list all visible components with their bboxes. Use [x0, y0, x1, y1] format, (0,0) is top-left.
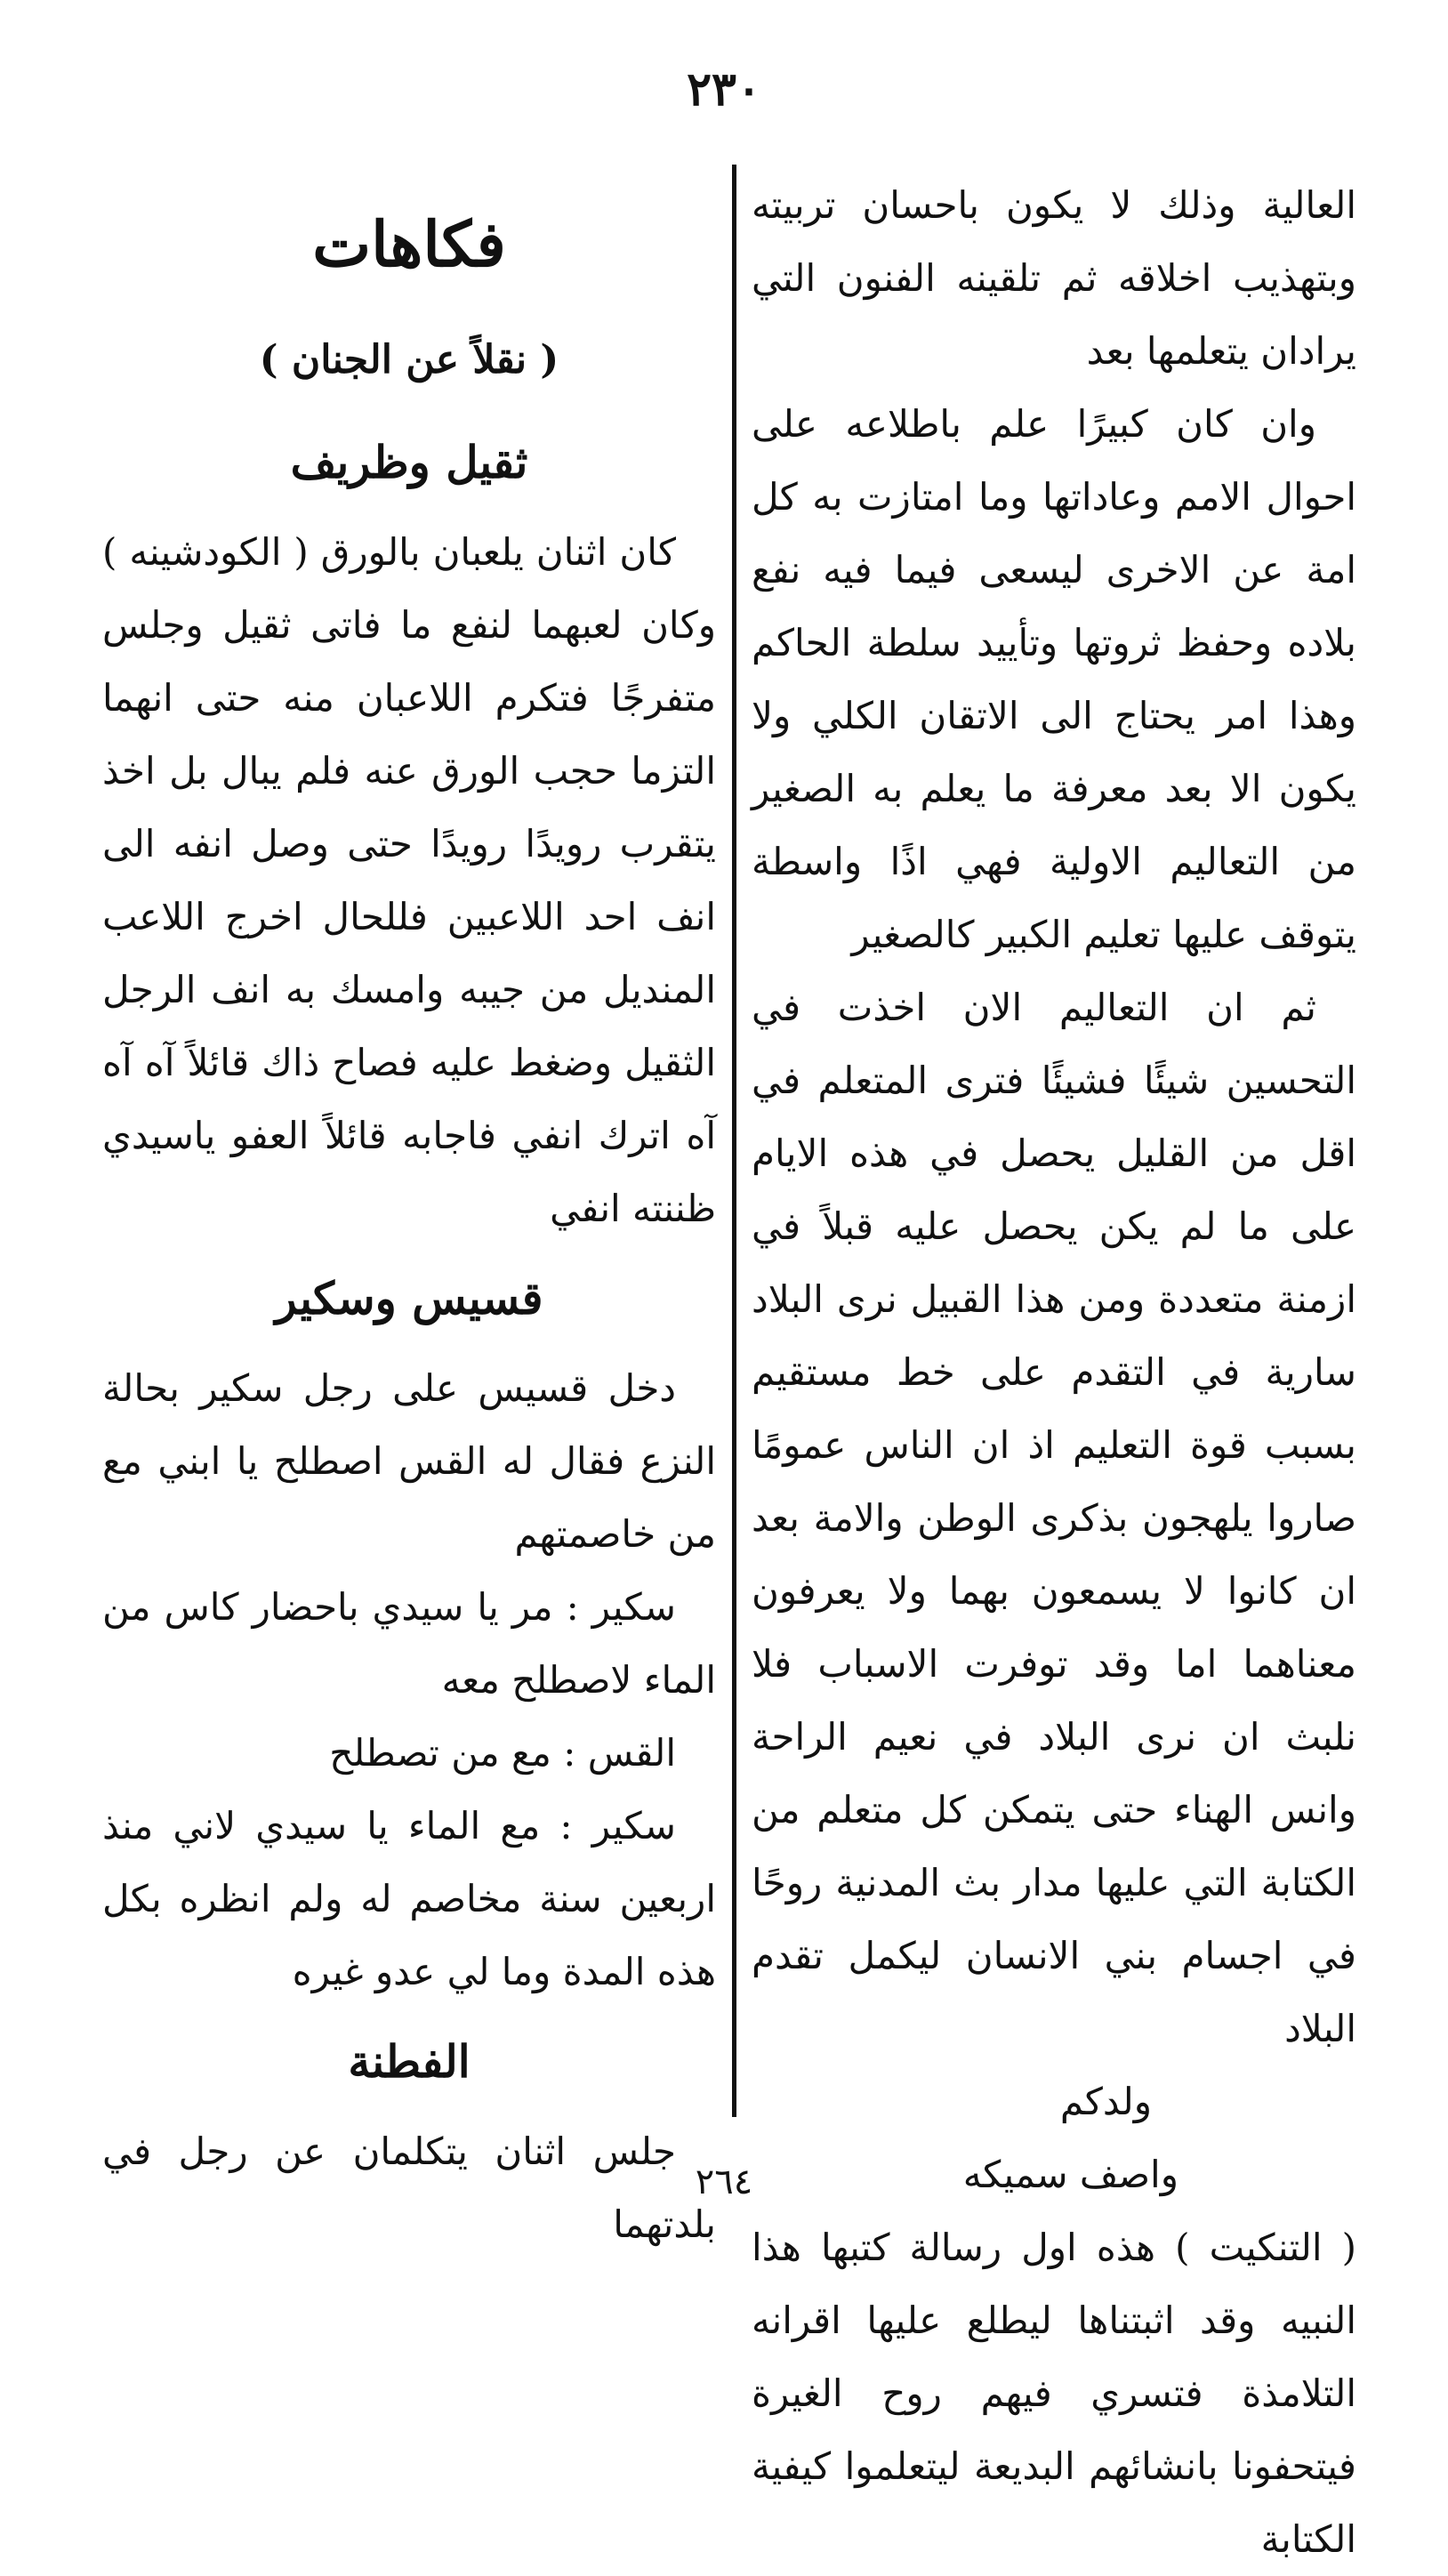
column-divider: [732, 165, 736, 2117]
paragraph-2: وان كان كبيرًا علم باطلاعه على احوال الامم وعاداتها وما امتازت به كل امة عن الاخرى ليسعى فيما فيه نفع بلاده وحفظ ثروتها وتأييد سلطة الحاكم وهذا امر يحتاج الى الاتقان الكلي ولا يكون الا بعد معرفة ما يعلم به الصغير من التعاليم الاولية فهي اذًا واسطة يتوقف عليها تعليم الكبير كالصغير: [752, 402, 1356, 956]
story-text-3: جلس اثنان يتكلمان عن رجل في بلدتهما: [102, 2129, 716, 2246]
right-column: [752, 169, 1356, 2576]
left-column: [102, 169, 716, 2261]
story-title-1: ثقيل وظريف: [290, 436, 528, 488]
dialogue-line-2: القس : مع من تصطلح: [329, 1731, 676, 1775]
section-title: فكاهات: [312, 207, 506, 281]
signature-line-2: واصف سميكه: [962, 2153, 1179, 2196]
dialogue-line-1: سكير : مر يا سيدي باحضار كاس من الماء لاصطلح معه: [102, 1585, 716, 1702]
page-number-bottom: ٢٦٤: [695, 2161, 753, 2202]
paragraph-1: العالية وذلك لا يكون باحسان تربيته وبتهذيب اخلاقه ثم تلقينه الفنون التي يرادان يتعلمها بعد: [752, 183, 1356, 373]
editor-note: ( التنكيت ) هذه اول رسالة كتبها هذا النبيه وقد اثبتناها ليطلع عليها اقرانه التلامذة فتسري فيهم روح الغيرة فيتحفونا بانشائهم البديعة ليتعلموا كيفية الكتابة: [752, 2226, 1356, 2561]
dialogue-line-3: سكير : مع الماء يا سيدي لاني منذ اربعين سنة مخاصم له ولم انظره بكل هذه المدة وما لي عدو غيره: [102, 1804, 716, 1993]
page-number-top: ٢٣٠: [687, 62, 761, 117]
story-text-2: دخل قسيس على رجل سكير بحالة النزع فقال له القس اصطلح يا ابني مع من خاصمتهم: [102, 1366, 716, 1556]
section-subtitle: ( نقلاً عن الجنان ): [259, 337, 559, 382]
story-text-1: كان اثنان يلعبان بالورق ( الكودشينه ) وكان لعبهما لنفع ما فاتى ثقيل وجلس متفرجًا فتكرم اللاعبان منه حتى انهما التزما حجب الورق عنه فلم يبال بل اخذ يتقرب رويدًا رويدًا حتى وصل انفه الى انف احد اللاعبين فللحال اخرج اللاعب المنديل من جيبه وامسك به انف الرجل الثقيل وضغط عليه فصاح ذاك قائلاً آه آه آه اترك انفي فاجابه قائلاً العفو ياسيدي ظننته انفي: [102, 530, 716, 1230]
signature-line-1: ولدكم: [1059, 2080, 1152, 2123]
paragraph-3: ثم ان التعاليم الان اخذت في التحسين شيئًا فشيئًا فترى المتعلم في اقل من القليل يحصل في هذه الايام على ما لم يكن يحصل عليه قبلاً في ازمنة متعددة ومن هذا القبيل نرى البلاد سارية في التقدم على خط مستقيم بسبب قوة التعليم اذ ان الناس عمومًا صاروا يلهجون بذكرى الوطن والامة بعد ان كانوا لا يسمعون بهما ولا يعرفون معناهما اما وقد توفرت الاسباب فلا نلبث ان نرى البلاد في نعيم الراحة وانس الهناء حتى يتمكن كل متعلم من الكتابة التي عليها مدار بث المدنية روحًا في اجسام بني الانسان ليكمل تقدم البلاد: [752, 986, 1356, 2050]
story-title-2: قسيس وسكير: [275, 1272, 543, 1324]
story-title-3: الفطنة: [348, 2035, 471, 2088]
